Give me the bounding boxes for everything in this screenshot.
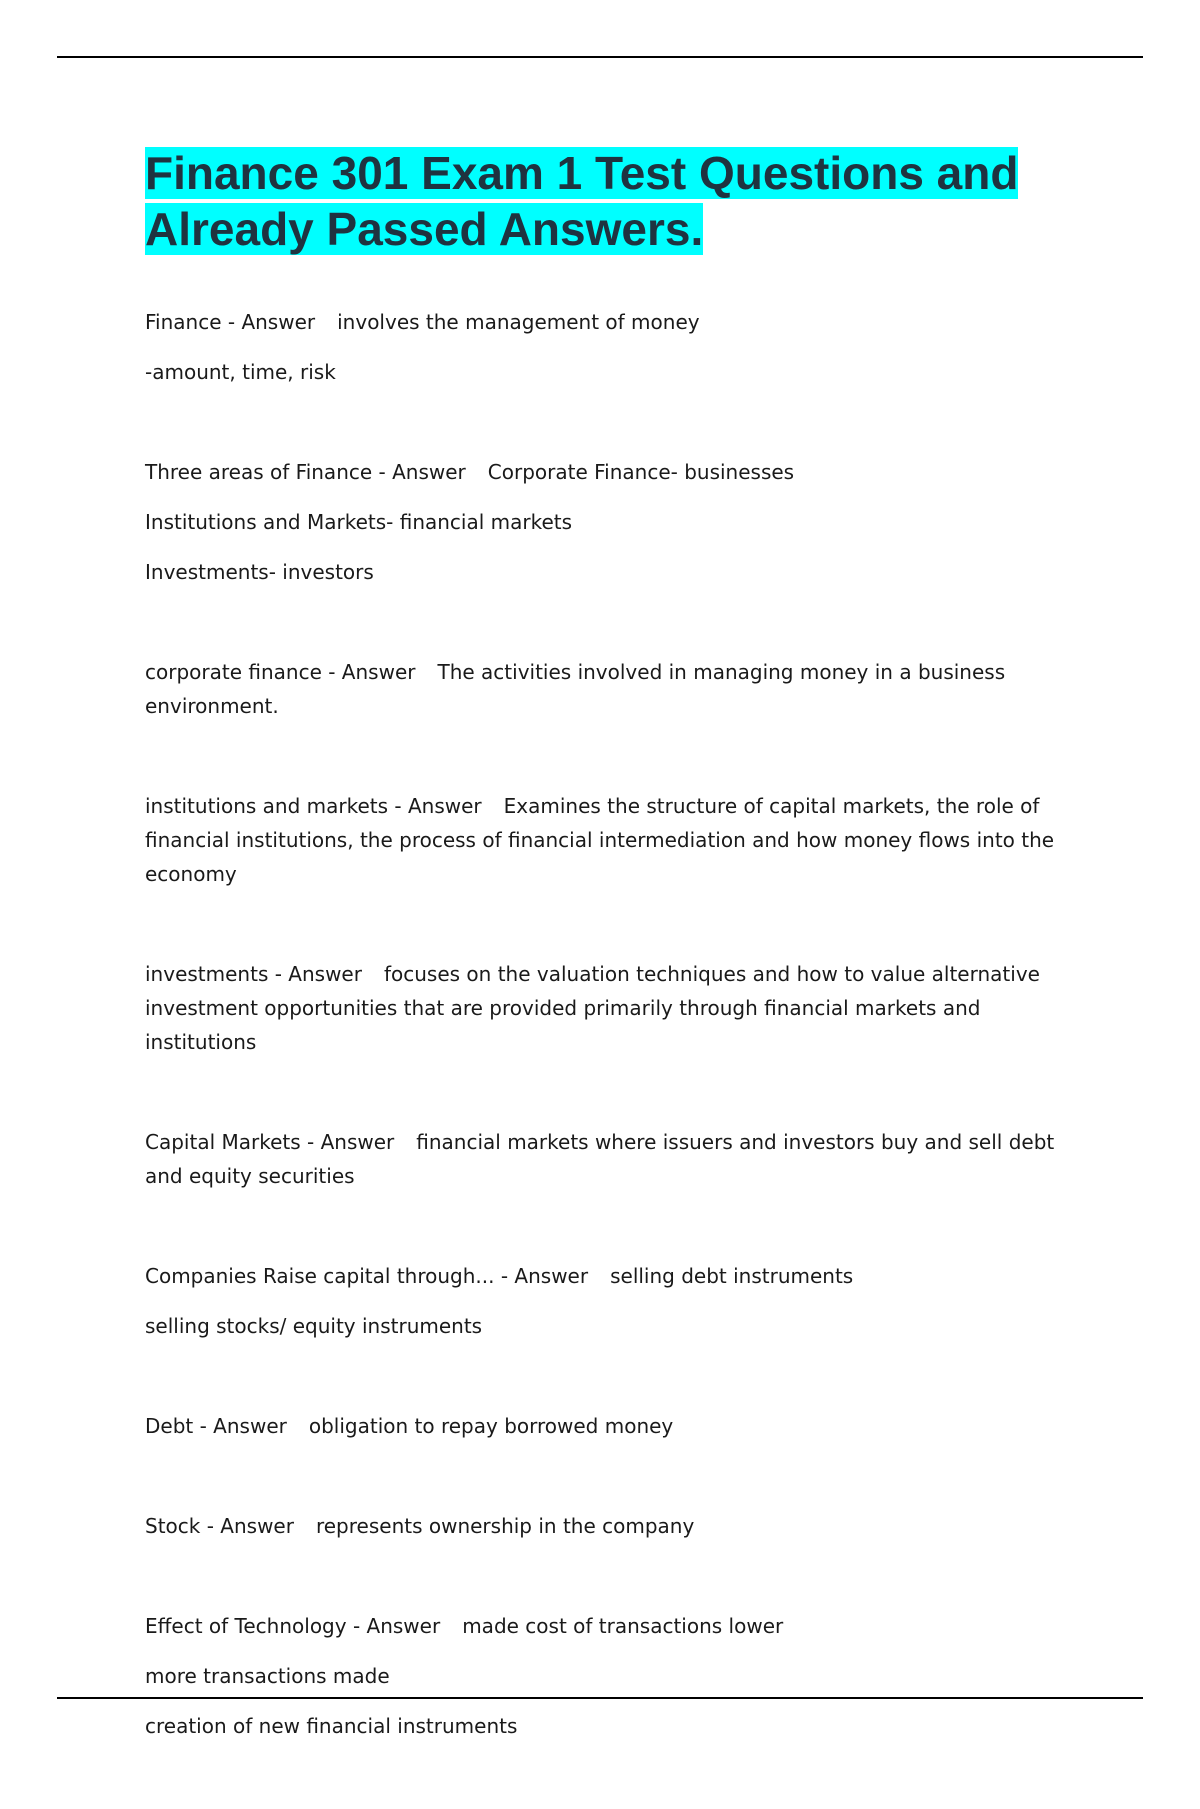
header-rule	[57, 56, 1143, 58]
answer-marker: - Answer	[500, 1264, 589, 1288]
qa-answer-text: -amount, time, risk	[145, 360, 336, 384]
qa-first-line	[145, 1509, 1090, 1543]
qa-term: Debt	[145, 1414, 194, 1438]
answer-marker: - Answer	[352, 1614, 441, 1638]
qa-term: corporate finance	[145, 660, 322, 684]
qa-answer-line	[145, 1659, 1090, 1693]
qa-answer-text: The activities involved in managing money in a business environment.	[145, 660, 1006, 718]
qa-first-line	[145, 1259, 1090, 1293]
qa-answer-text: creation of new financial instruments	[145, 1714, 518, 1738]
qa-entry	[145, 1609, 1090, 1743]
qa-answer-text: Investments- investors	[145, 560, 374, 584]
qa-entry	[145, 1509, 1090, 1543]
answer-marker: - Answer	[199, 1414, 287, 1438]
qa-term: investments	[145, 962, 269, 986]
footer-rule	[57, 1697, 1143, 1699]
qa-entry	[145, 1125, 1090, 1193]
qa-answer-text: financial markets where issuers and investors buy and sell debt and equity securities	[145, 1130, 1055, 1188]
title-highlight: Finance 301 Exam 1 Test Questions and Already Passed Answers.	[145, 147, 1019, 255]
qa-term: Stock	[145, 1514, 201, 1538]
qa-answer-text: represents ownership in the company	[315, 1514, 695, 1538]
qa-answer-line	[145, 555, 1090, 589]
qa-first-line	[145, 1125, 1090, 1193]
qa-answer-text: focuses on the valuation techniques and how to value alternative investment opportunities that are provided primarily through financial markets and institutions	[145, 962, 1040, 1054]
qa-term: Effect of Technology	[145, 1614, 347, 1638]
qa-first-line	[145, 455, 1090, 489]
qa-answer-text: obligation to repay borrowed money	[308, 1414, 674, 1438]
answer-marker: - Answer	[274, 962, 362, 986]
qa-term: Companies Raise capital through...	[145, 1264, 495, 1288]
answer-marker: - Answer	[328, 660, 416, 684]
qa-answer-text: more transactions made	[145, 1664, 390, 1688]
qa-answer-line	[145, 1709, 1090, 1743]
answer-marker: - Answer	[378, 460, 466, 484]
answer-marker: - Answer	[206, 1514, 294, 1538]
qa-entry	[145, 789, 1090, 891]
qa-entry	[145, 1409, 1090, 1443]
answer-marker: - Answer	[227, 310, 316, 334]
answer-marker: - Answer	[394, 794, 482, 818]
qa-term: Capital Markets	[145, 1130, 301, 1154]
qa-answer-text: Corporate Finance- businesses	[487, 460, 795, 484]
qa-answer-text: selling stocks/ equity instruments	[145, 1314, 483, 1338]
qa-answer-line	[145, 1309, 1090, 1343]
qa-entry	[145, 305, 1090, 389]
qa-answer-text: made cost of transactions lower	[462, 1614, 784, 1638]
qa-first-line	[145, 655, 1090, 723]
qa-answer-text: Institutions and Markets- financial markets	[145, 510, 573, 534]
qa-first-line	[145, 1409, 1090, 1443]
qa-entry	[145, 957, 1090, 1059]
qa-entry	[145, 1259, 1090, 1343]
qa-answer-text: Examines the structure of capital markets, the role of financial institutions, the process of financial intermediation and how money flows into the economy	[145, 794, 1055, 886]
answer-marker: - Answer	[307, 1130, 395, 1154]
qa-entry	[145, 655, 1090, 723]
qa-answer-text: involves the management of money	[337, 310, 700, 334]
document-body	[145, 145, 1090, 1809]
qa-first-line	[145, 789, 1090, 891]
qa-term: institutions and markets	[145, 794, 389, 818]
qa-answer-line	[145, 505, 1090, 539]
qa-list	[145, 305, 1090, 1743]
qa-term: Finance	[145, 310, 222, 334]
qa-term: Three areas of Finance	[145, 460, 373, 484]
qa-first-line	[145, 305, 1090, 339]
qa-answer-text: selling debt instruments	[610, 1264, 854, 1288]
qa-answer-line	[145, 355, 1090, 389]
qa-entry	[145, 455, 1090, 589]
document-title	[145, 145, 1090, 257]
qa-first-line	[145, 957, 1090, 1059]
qa-first-line	[145, 1609, 1090, 1643]
